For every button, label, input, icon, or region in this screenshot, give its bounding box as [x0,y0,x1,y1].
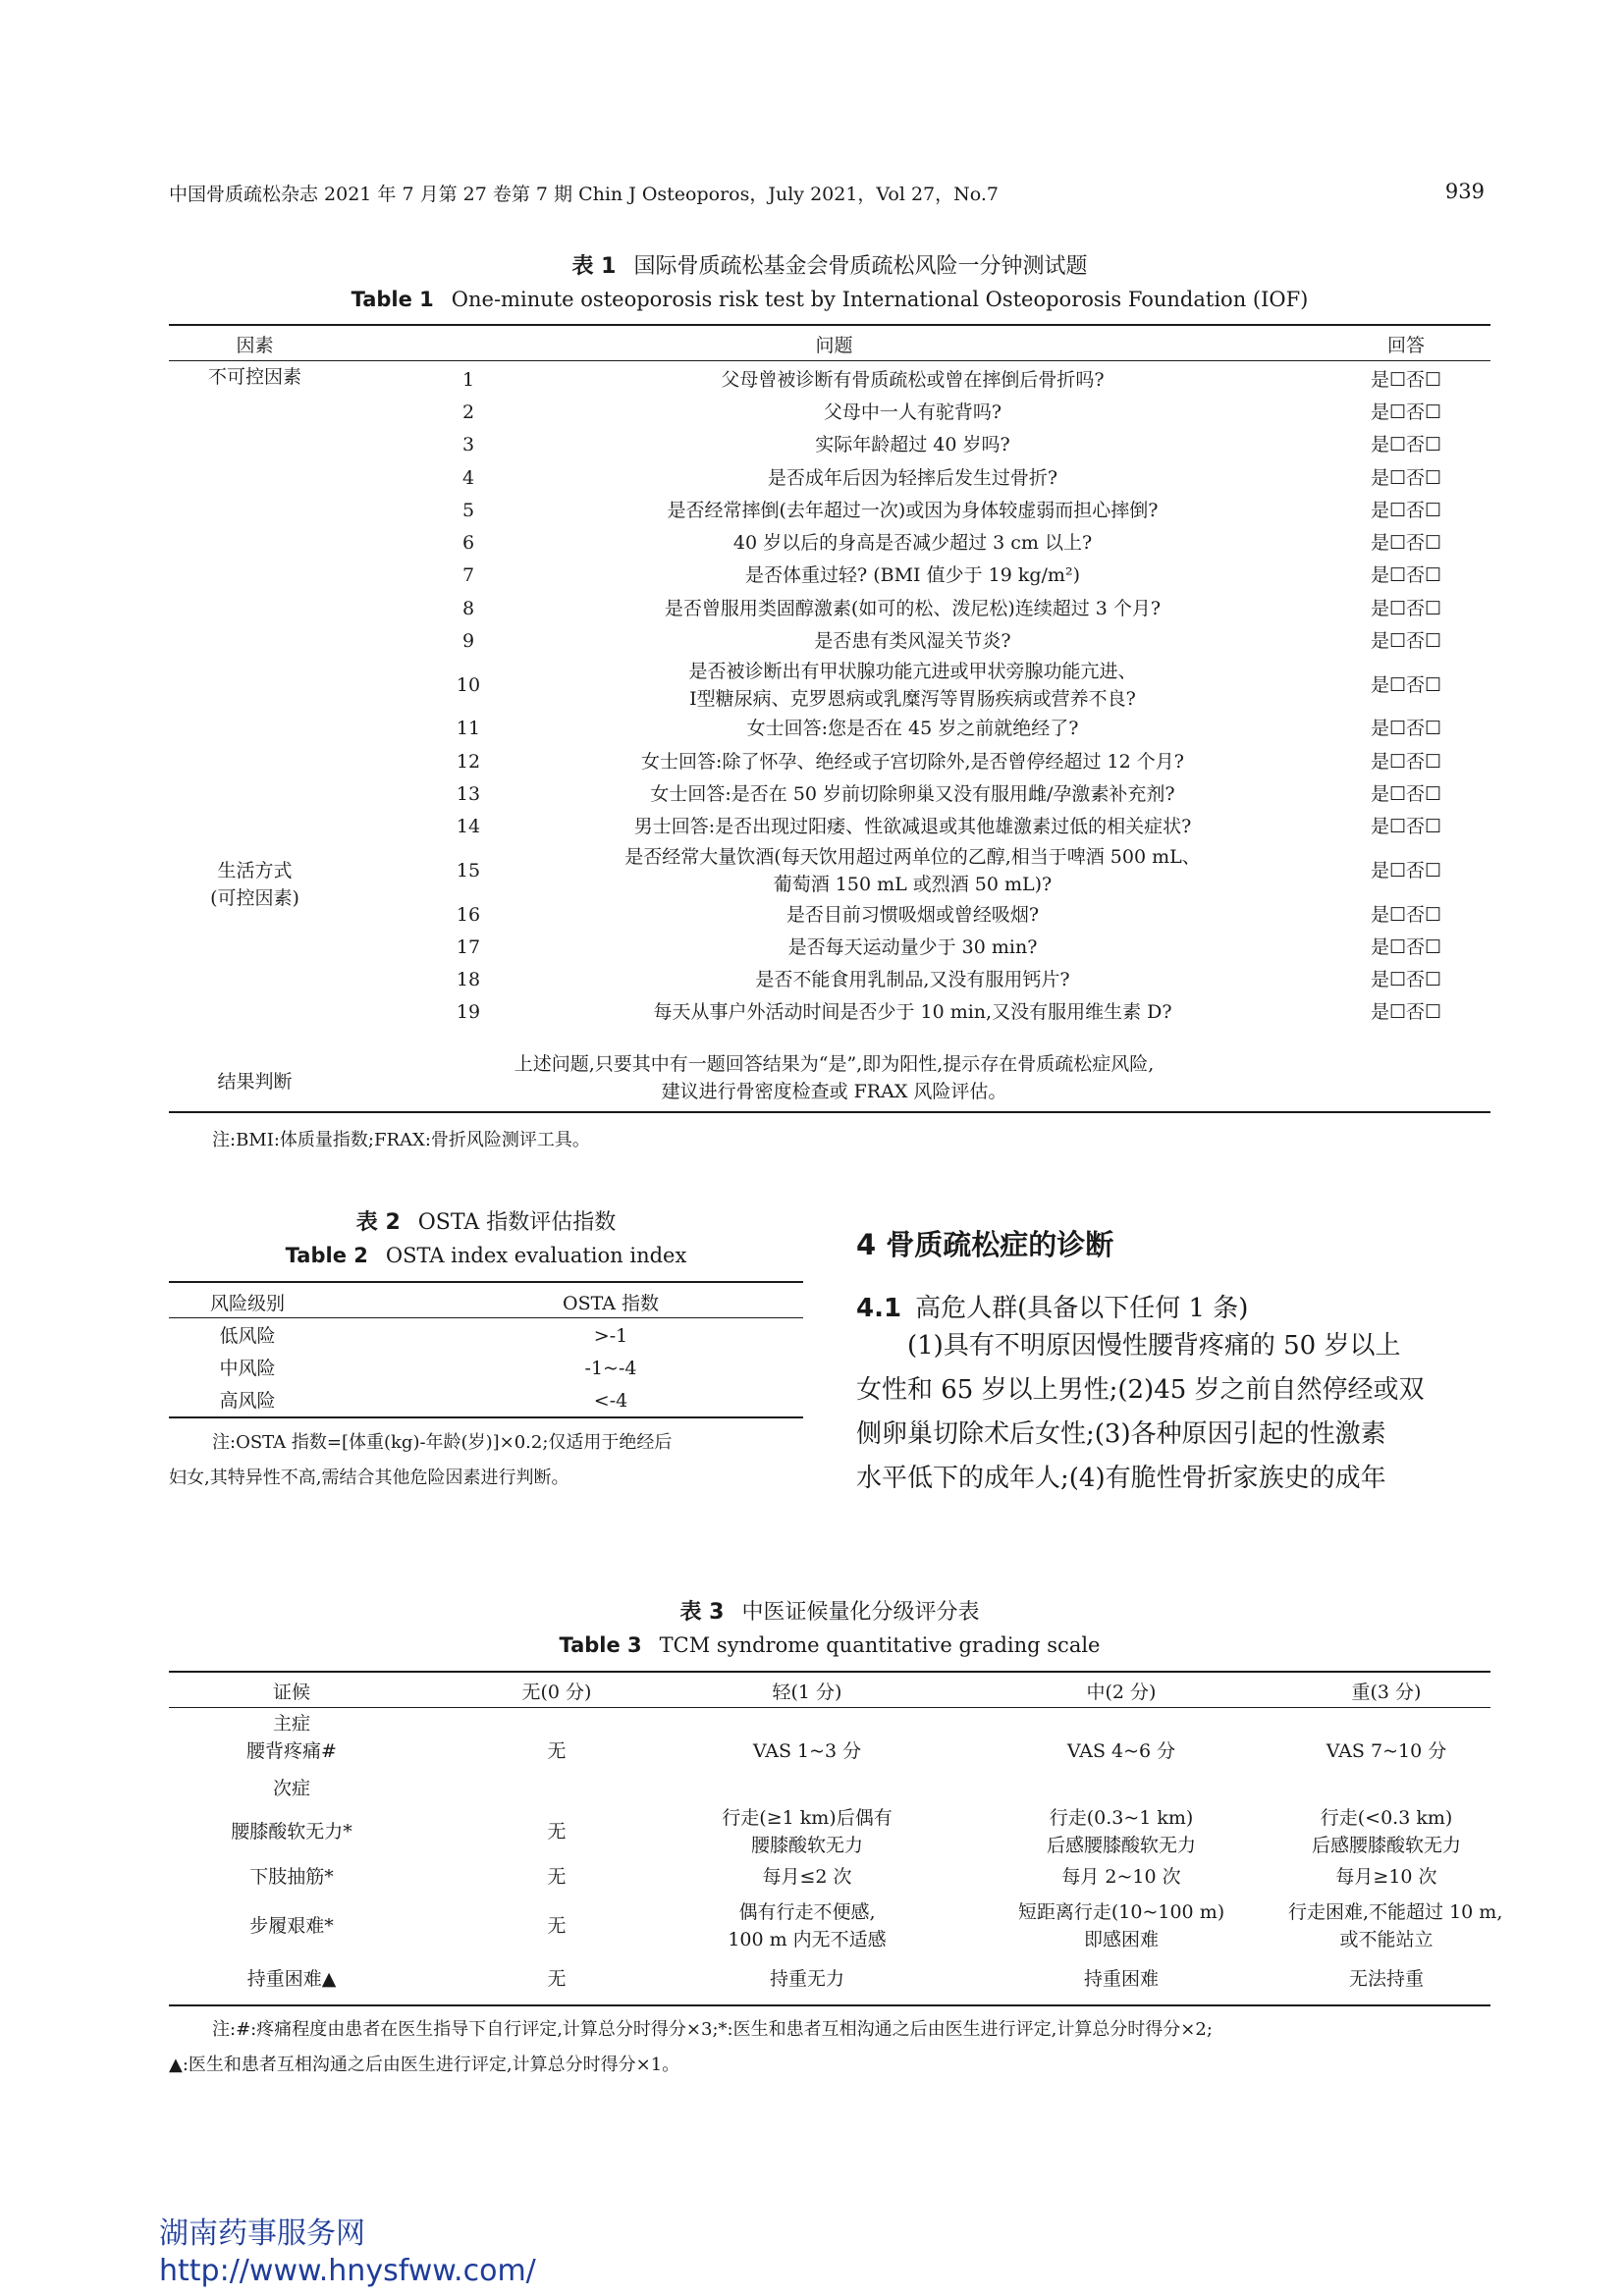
table2-row-index: <-4 [593,1390,628,1412]
table3-row-syndrome: 持重困难▲ [246,1968,337,1990]
table3-row-severe: 无法持重 [1348,1968,1424,1990]
table1-row-number: 13 [456,782,481,805]
table3-header-moderate: 中(2 分) [1086,1682,1157,1703]
table2-note-line1: 注:OSTA 指数=[体重(kg)-年龄(岁)]×0.2;仅适用于绝经后 [212,1432,673,1453]
table1-row-number: 17 [456,935,481,958]
table1-group-uncontrollable: 不可控因素 [207,366,301,388]
table1-row-answer-checkbox[interactable]: 是☐否☐ [1370,718,1442,740]
table1-row-number: 10 [456,673,481,696]
table3-bottom-rule [169,2004,1490,2006]
table3-row-moderate: VAS 4~6 分 [1066,1740,1176,1762]
table1-row-question: 实际年龄超过 40 岁吗? [815,434,1010,456]
table2-bottom-rule [169,1416,803,1418]
table3-caption-zh [169,1595,1490,1626]
table1-row-number: 18 [456,969,481,991]
table3-row-mild: 每月≤2 次 [762,1866,852,1888]
section-4-heading: 4 骨质疏松症的诊断 [856,1228,1114,1261]
section-4-1-heading [856,1288,1248,1324]
table3-row-mild: 腰膝酸软无力 [750,1835,863,1856]
table1-row-number: 14 [456,816,481,838]
table3-row-syndrome: 下肢抽筋* [249,1866,334,1888]
table1-row-number: 9 [461,630,475,653]
table2-row-level: 高风险 [219,1390,276,1412]
paragraph-line: 水平低下的成年人;(4)有脆性骨折家族史的成年 [856,1464,1386,1493]
table3-header-syndrome: 证候 [272,1682,310,1703]
table3-header-severe: 重(3 分) [1351,1682,1422,1703]
table1-row-answer-checkbox[interactable]: 是☐否☐ [1370,673,1442,696]
table1-header-question: 问题 [815,335,853,356]
running-header [169,180,1485,207]
table1-title-zh: 国际骨质疏松基金会骨质疏松风险一分钟测试题 [633,254,1088,279]
table3-row-mild: 偶有行走不便感, [738,1901,876,1923]
watermark-site-name: 湖南药事服务网 [159,2216,365,2251]
table1-row-question: 是否曾服用类固醇激素(如可的松、泼尼松)连续超过 3 个月? [664,597,1162,619]
table1-row-number: 4 [461,466,475,489]
table1-row-question-cont: 葡萄酒 150 mL 或烈酒 50 mL)? [773,873,1053,895]
table1-header-answer: 回答 [1386,335,1425,356]
table3-row-severe: 每月≥10 次 [1335,1866,1437,1888]
table1-row-question: 是否经常摔倒(去年超过一次)或因为身体较虚弱而担心摔倒? [667,499,1159,521]
table3-row-none: 无 [547,1866,567,1888]
table1-row-number: 2 [461,400,475,423]
table3-row-moderate: 后感腰膝酸软无力 [1046,1835,1196,1856]
table1-row-number: 12 [456,750,481,773]
table3-row-none: 无 [547,1915,567,1937]
table1-caption-en [169,288,1490,311]
table1-row-question: 女士回答:除了怀孕、绝经或子宫切除外,是否曾停经超过 12 个月? [641,750,1184,773]
table1-row-question: 是否目前习惯吸烟或曾经吸烟? [785,903,1040,926]
table1-row-answer-checkbox[interactable]: 是☐否☐ [1370,400,1442,423]
table1-row-question: 是否体重过轻? (BMI 值少于 19 kg/m²) [745,564,1080,587]
table1-row-answer-checkbox[interactable]: 是☐否☐ [1370,1001,1442,1024]
table3-row-syndrome: 步履艰难* [249,1915,334,1937]
table1-row-answer-checkbox[interactable]: 是☐否☐ [1370,499,1442,521]
table2-caption-zh [169,1205,803,1236]
table2-row-level: 低风险 [219,1325,276,1347]
table3-row-moderate: 行走(0.3~1 km) [1049,1807,1194,1829]
table1-row-number: 15 [456,859,481,881]
table1-header-rule [169,360,1490,361]
table3-note-line1: 注:#:疼痛程度由患者在医生指导下自行评定,计算总分时得分×3;*:医生和患者互相沟通之后由医生进行评定,计算总分时得分×2; [212,2019,1213,2040]
table3-row-mild: 行走(≥1 km)后偶有 [722,1807,893,1829]
section-4-1-paragraph [856,1324,1490,1501]
table3-row-severe: 或不能站立 [1339,1929,1434,1950]
table2 [169,1281,803,1428]
table1-row-number: 16 [456,903,481,926]
table3-row-syndrome: 腰膝酸软无力* [231,1821,352,1842]
table1-row-answer-checkbox[interactable]: 是☐否☐ [1370,750,1442,773]
table3-caption-en [169,1633,1490,1657]
table1-row-answer-checkbox[interactable]: 是☐否☐ [1370,782,1442,805]
table1-bottom-rule [169,1111,1490,1113]
table1-row-number: 7 [461,564,475,587]
table1-row-question: 是否患有类风湿关节炎? [814,630,1011,653]
table1-row-answer-checkbox[interactable]: 是☐否☐ [1370,434,1442,456]
table2-row-index: >-1 [593,1325,628,1347]
table1-row-question: 40 岁以后的身高是否减少超过 3 cm 以上? [732,532,1093,555]
table3-title-zh: 中医证候量化分级评分表 [741,1600,980,1625]
watermark [159,2216,536,2290]
table2-caption-en [169,1244,803,1267]
table1-group-lifestyle-sub: (可控因素) [210,887,299,909]
table1-result-line1: 上述问题,只要其中有一题回答结果为“是”,即为阳性,提示存在骨质疏松症风险, [514,1053,1155,1075]
table3-row-moderate: 即感困难 [1083,1929,1159,1950]
table1-row-number: 19 [456,1001,481,1024]
table1-row-question: 每天从事户外活动时间是否少于 10 min,又没有服用维生素 D? [653,1001,1172,1024]
table3-row-moderate: 每月 2~10 次 [1061,1866,1181,1888]
table2-header-rule [169,1317,803,1318]
table1-label-zh: 表 1 [571,254,617,279]
table3-note [169,2012,1490,2083]
table1-row-number: 3 [461,434,475,456]
table1-row-answer-checkbox[interactable]: 是☐否☐ [1370,859,1442,881]
table1-row-number: 1 [461,368,475,391]
table1 [169,324,1490,1129]
table1-row-question: 是否不能食用乳制品,又没有服用钙片? [755,969,1070,991]
table1-row-answer-checkbox[interactable]: 是☐否☐ [1370,466,1442,489]
table3-header-none: 无(0 分) [521,1682,592,1703]
table3-top-rule [169,1671,1490,1673]
table3-row-mild: 100 m 内无不适感 [728,1929,887,1950]
table1-row-answer-checkbox[interactable]: 是☐否☐ [1370,532,1442,555]
table1-row-question: 男士回答:是否出现过阳痿、性欲减退或其他雄激素过低的相关症状? [633,816,1192,838]
table3-secondary-symptom-label: 次症 [272,1778,310,1799]
table1-row-answer-checkbox[interactable]: 是☐否☐ [1370,816,1442,838]
watermark-url[interactable]: http://www.hnysfww.com/ [159,2254,536,2288]
table1-result-line2: 建议进行骨密度检查或 FRAX 风险评估。 [661,1081,1007,1102]
table1-row-answer-checkbox[interactable]: 是☐否☐ [1370,597,1442,619]
page-number: 939 [1444,180,1485,203]
table3-row-syndrome: 腰背疼痛# [246,1740,337,1762]
table2-note-line2: 妇女,其特异性不高,需结合其他危险因素进行判断。 [169,1468,569,1488]
table1-row-number: 6 [461,532,475,555]
table3-label-en: Table 3 [559,1633,642,1657]
table1-top-rule [169,324,1490,326]
table2-note [169,1425,807,1496]
table1-row-answer-checkbox[interactable]: 是☐否☐ [1370,935,1442,958]
table1-caption-zh [169,249,1490,280]
section-4-1-number: 4.1 [856,1294,902,1323]
table2-title-zh: OSTA 指数评估指数 [417,1210,617,1235]
table3-row-moderate: 持重困难 [1083,1968,1159,1990]
table3-row-mild: 持重无力 [769,1968,844,1990]
table1-row-number: 11 [456,718,481,740]
table3-header-rule [169,1707,1490,1708]
table3-row-none: 无 [547,1968,567,1990]
table1-row-question: 女士回答:是否在 50 岁前切除卵巢又没有服用雌/孕激素补充剂? [650,782,1175,805]
table1-row-question: 是否每天运动量少于 30 min? [787,935,1038,958]
table1-result-label: 结果判断 [217,1071,293,1093]
table2-label-zh: 表 2 [355,1210,401,1235]
table1-row-answer-checkbox[interactable]: 是☐否☐ [1370,903,1442,926]
table2-header-index: OSTA 指数 [563,1293,659,1314]
table1-note: 注:BMI:体质量指数;FRAX:骨折风险测评工具。 [212,1130,590,1150]
table2-title-en: OSTA index evaluation index [385,1244,687,1267]
table3-row-severe: 后感腰膝酸软无力 [1311,1835,1461,1856]
table1-header-factor: 因素 [236,335,274,356]
journal-info: 中国骨质疏松杂志 2021 年 7 月第 27 卷第 7 期 Chin J Osteoporos，July 2021，Vol 27，No.7 [169,184,999,205]
table3-row-moderate: 短距离行走(10~100 m) [1017,1901,1225,1923]
table3-main-symptom-label: 主症 [272,1713,310,1735]
table3-note-line2: ▲:医生和患者互相沟通之后由医生进行评定,计算总分时得分×1。 [169,2055,680,2075]
table1-row-question: 女士回答:您是否在 45 岁之前就绝经了? [746,718,1079,740]
paragraph-line: 侧卵巢切除术后女性;(3)各种原因引起的性激素 [856,1419,1386,1449]
table1-row-question: 父母曾被诊断有骨质疏松或曾在摔倒后骨折吗? [721,368,1105,391]
table3-label-zh: 表 3 [679,1600,725,1625]
table3-row-none: 无 [547,1740,567,1762]
table1-row-question: 是否经常大量饮酒(每天饮用超过两单位的乙醇,相当于啤酒 500 mL、 [624,845,1201,868]
table3-row-severe: 行走(<0.3 km) [1320,1807,1453,1829]
table1-label-en: Table 1 [351,288,434,311]
table1-row-question: 是否成年后因为轻摔后发生过骨折? [767,466,1058,489]
table2-top-rule [169,1281,803,1283]
table1-row-answer-checkbox[interactable]: 是☐否☐ [1370,564,1442,587]
table1-row-answer-checkbox[interactable]: 是☐否☐ [1370,969,1442,991]
table1-row-number: 5 [461,499,475,521]
table1-title-en: One-minute osteoporosis risk test by International Osteoporosis Foundation (IOF) [451,288,1309,311]
table3-row-none: 无 [547,1821,567,1842]
table2-row-level: 中风险 [219,1358,276,1379]
table3-title-en: TCM syndrome quantitative grading scale [659,1633,1101,1657]
table1-row-answer-checkbox[interactable]: 是☐否☐ [1370,368,1442,391]
table1-row-question-cont: Ⅰ型糖尿病、克罗恩病或乳糜泻等胃肠疾病或营养不良? [689,687,1136,710]
paragraph-line: (1)具有不明原因慢性腰背疼痛的 50 岁以上 [907,1331,1401,1361]
table3-row-mild: VAS 1~3 分 [752,1740,862,1762]
table3 [169,1671,1503,2004]
table1-row-answer-checkbox[interactable]: 是☐否☐ [1370,630,1442,653]
table1-row-question: 父母中一人有驼背吗? [823,400,1002,423]
table3-header-mild: 轻(1 分) [772,1682,842,1703]
table1-row-question: 是否被诊断出有甲状腺功能亢进或甲状旁腺功能亢进、 [688,660,1137,682]
section-4-1-title: 高危人群(具备以下任何 1 条) [915,1294,1249,1323]
table1-row-number: 8 [461,597,475,619]
table2-label-en: Table 2 [285,1244,368,1267]
table2-header-level: 风险级别 [209,1293,285,1314]
table3-row-severe: 行走困难,不能超过 10 m, [1288,1901,1503,1923]
table1-group-lifestyle: 生活方式 [217,860,293,881]
table3-row-severe: VAS 7~10 分 [1326,1740,1447,1762]
table2-row-index: -1~-4 [584,1358,637,1379]
paragraph-line: 女性和 65 岁以上男性;(2)45 岁之前自然停经或双 [856,1375,1425,1405]
